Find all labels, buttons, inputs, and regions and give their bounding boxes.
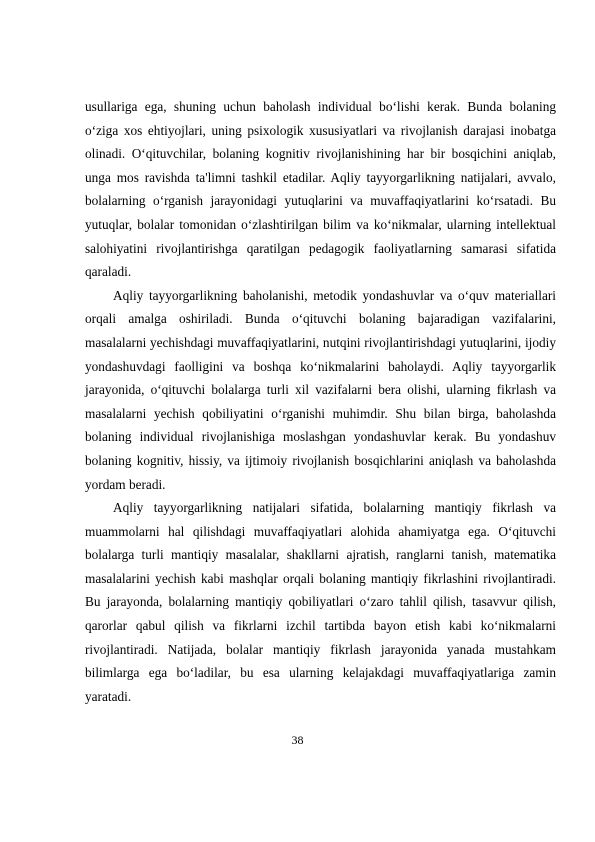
paragraph-logical-thinking: Aqliy tayyorgarlikning natijalari sifatida, bolalarning mantiqiy fikrlash va muammolarni hal qilishdagi muvaffaqiyatlari alohida ahamiyatga ega. O‘qituvchi bolalarga turli mantiqiy masalalar, shakllarni ajratish, ranglarni tanish, matematika masalalarini yechish kabi mashqlar orqali bolaning mantiqiy fikrlashini rivojlantiradi. Bu jarayonda, bolalarning mantiqiy qobiliyatlari o‘zaro tahlil qilish, tasavvur qilish, qarorlar qabul qilish va fikrlarni izchil tartibda bayon etish kabi ko‘nikmalarni rivojlantiradi. Natijada, bolalar mantiqiy fikrlash jarayonida yanada mustahkam bilimlarga ega bo‘ladilar, bu esa ularning kelajakdagi muvaffaqiyatlariga zamin yaratadi. [85, 500, 556, 704]
paragraph-continued: usullariga ega, shuning uchun baholash individual bo‘lishi kerak. Bunda bolaning o‘ziga xos ehtiyojlari, uning psixologik xususiyatlari va rivojlanish darajasi inobatga olinadi. O‘qituvchilar, bolaning kognitiv rivojlanishining har bir bosqichini aniqlab, unga mos ravishda ta'limni tashkil etadilar. Aqliy tayyorgarlikning natijalari, avvalo, bolalarning o‘rganish jarayonidagi yutuqlarini va muvaffaqiyatlarini ko‘rsatadi. Bu yutuqlar, bolalar tomonidan o‘zlashtirilgan bilim va ko‘nikmalar, ularning intellektual salohiyatini rivojlantirishga qaratilgan pedagogik faoliyatlarning samarasi sifatida qaraladi. [85, 99, 556, 280]
paragraph-assessment: Aqliy tayyorgarlikning baholanishi, metodik yondashuvlar va o‘quv materiallari orqali amalga oshiriladi. Bunda o‘qituvchi bolaning bajaradigan vazifalarini, masalalarni yechishdagi muvaffaqiyatlarini, nutqini rivojlantirishdagi yutuqlarini, ijodiy yondashuvdagi faolligini va boshqa ko‘nikmalarini baholaydi. Aqliy tayyorgarlik jarayonida, o‘qituvchi bolalarga turli xil vazifalarni bera olishi, ularning fikrlash va masalalarni yechish qobiliyatini o‘rganishi muhimdir. Shu bilan birga, baholashda bolaning individual rivojlanishiga moslashgan yondashuvlar kerak. Bu yondashuv bolaning kognitiv, hissiy, va ijtimoiy rivojlanish bosqichlarini aniqlash va baholashda yordam beradi. [85, 287, 556, 492]
body-text [85, 95, 556, 708]
page-number: 38 [291, 733, 304, 747]
